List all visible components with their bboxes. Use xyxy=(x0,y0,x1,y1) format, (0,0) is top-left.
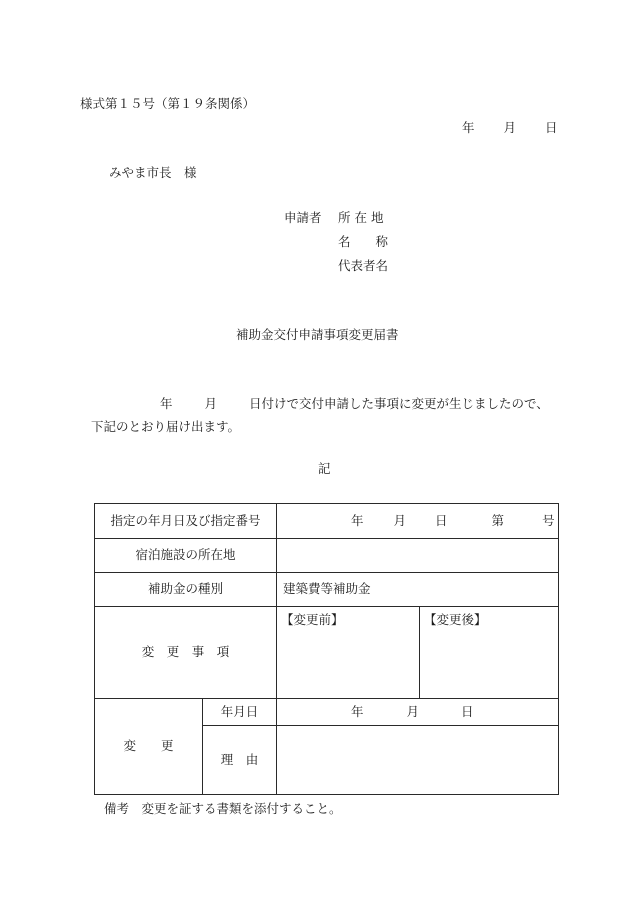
change-label: 変 更 xyxy=(123,738,174,754)
document-title: 補助金交付申請事項変更届書 xyxy=(236,327,399,342)
intro-line-2: 下記のとおり届け出ます。 xyxy=(91,419,241,434)
designation-day: 日 xyxy=(435,512,448,528)
form-number: 様式第１５号（第１９条関係） xyxy=(80,96,256,111)
intro-line-1 xyxy=(160,398,549,411)
designation-value xyxy=(277,504,558,538)
change-date-label: 年月日 xyxy=(220,703,259,719)
after-change-label: 【変更後】 xyxy=(424,612,487,627)
applicant-label: 申請者 xyxy=(284,210,322,225)
change-date-value xyxy=(277,699,558,725)
header-date-year: 年 xyxy=(462,120,475,135)
intro-text: 日付けで交付申請した事項に変更が生じましたので、 xyxy=(249,396,549,411)
intro-month: 月 xyxy=(204,396,218,411)
subsidy-type-label: 補助金の種別 xyxy=(147,581,223,597)
change-reason-label: 理 由 xyxy=(220,751,259,767)
change-details-table xyxy=(94,503,559,795)
facility-location-label: 宿泊施設の所在地 xyxy=(135,547,236,563)
applicant-address-label: 所 在 地 xyxy=(338,210,384,225)
remarks-note: 備考 変更を証する書類を添付すること。 xyxy=(104,801,342,816)
designation-number-suffix: 号 xyxy=(542,512,555,528)
header-date-day: 日 xyxy=(545,120,558,135)
designation-label: 指定の年月日及び指定番号 xyxy=(110,512,261,528)
designation-month: 月 xyxy=(393,512,407,528)
change-reason-value xyxy=(277,726,558,794)
subsidy-type-value: 建築費等補助金 xyxy=(283,581,371,597)
ki-marker: 記 xyxy=(318,461,331,476)
change-date-month: 月 xyxy=(406,703,420,719)
intro-year: 年 xyxy=(160,396,173,411)
header-date-month: 月 xyxy=(503,120,517,135)
change-items-label: 変 更 事 項 xyxy=(141,644,230,660)
change-date-year: 年 xyxy=(351,703,364,719)
applicant-representative-label: 代表者名 xyxy=(338,258,389,273)
designation-year: 年 xyxy=(351,512,364,528)
designation-number-prefix: 第 xyxy=(491,512,505,528)
applicant-name-label: 名 称 xyxy=(338,234,389,249)
facility-location-value xyxy=(277,539,558,572)
before-change-label: 【変更前】 xyxy=(281,612,344,627)
addressee: みやま市長 様 xyxy=(109,165,197,180)
header-date xyxy=(462,122,558,135)
change-date-day: 日 xyxy=(461,703,474,719)
